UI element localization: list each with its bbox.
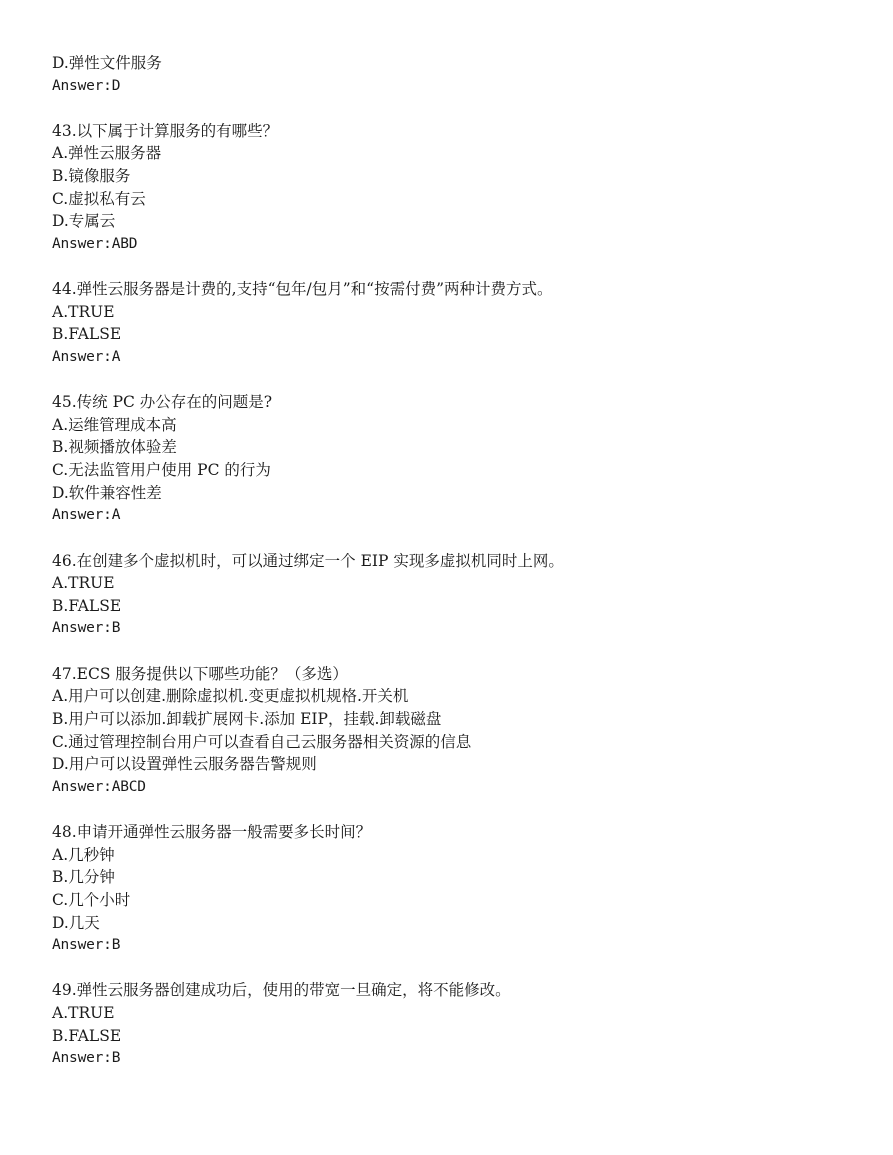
question-45 — [52, 391, 872, 527]
option-line: B.FALSE — [52, 325, 122, 344]
option-line: A.几秒钟 — [52, 845, 115, 864]
option-line: B.几分钟 — [52, 868, 115, 887]
question-text: 47.ECS 服务提供以下哪些功能？（多选） — [52, 664, 348, 683]
option-line: B.FALSE — [52, 1026, 122, 1045]
option-line: D.专属云 — [52, 212, 116, 231]
option-line: B.镜像服务 — [52, 167, 131, 186]
question-46 — [52, 550, 872, 641]
option-line: D.用户可以设置弹性云服务器告警规则 — [52, 755, 317, 774]
question-text: 45.传统 PC 办公存在的问题是? — [52, 393, 273, 412]
option-line: A.弹性云服务器 — [52, 144, 162, 163]
answer-line: Answer:ABCD — [52, 778, 146, 795]
option-line: A.TRUE — [52, 1003, 115, 1022]
answer-line: Answer:A — [52, 349, 121, 366]
question-42-continuation — [52, 52, 872, 97]
question-text: 43.以下属于计算服务的有哪些？ — [52, 121, 279, 140]
option-line: C.虚拟私有云 — [52, 189, 146, 208]
option-line: A.用户可以创建.删除虚拟机.变更虚拟机规格.开关机 — [52, 687, 409, 706]
question-49 — [52, 979, 872, 1070]
question-43 — [52, 120, 872, 256]
option-line: B.FALSE — [52, 596, 122, 615]
answer-line: Answer:D — [52, 77, 121, 94]
option-line: A.运维管理成本高 — [52, 415, 177, 434]
answer-line: Answer:B — [52, 1050, 121, 1067]
option-line: D.弹性文件服务 — [52, 54, 162, 72]
question-text: 48.申请开通弹性云服务器一般需要多长时间？ — [52, 822, 372, 841]
question-48 — [52, 821, 872, 957]
option-line: A.TRUE — [52, 574, 115, 593]
option-line: B.视频播放体验差 — [52, 438, 177, 457]
question-44 — [52, 278, 872, 369]
answer-line: Answer:B — [52, 620, 121, 637]
question-47 — [52, 663, 872, 799]
option-line: A.TRUE — [52, 302, 115, 321]
option-line: B.用户可以添加.卸载扩展网卡.添加 EIP，挂载.卸载磁盘 — [52, 709, 442, 728]
question-text: 49.弹性云服务器创建成功后，使用的带宽一旦确定，将不能修改。 — [52, 981, 511, 1000]
answer-line: Answer:A — [52, 507, 121, 524]
option-line: D.软件兼容性差 — [52, 483, 162, 502]
option-line: D.几天 — [52, 913, 100, 932]
option-line: C.几个小时 — [52, 890, 131, 909]
option-line: C.通过管理控制台用户可以查看自己云服务器相关资源的信息 — [52, 732, 472, 751]
answer-line: Answer:B — [52, 937, 121, 954]
question-text: 44.弹性云服务器是计费的,支持“包年/包月”和“按需付费”两种计费方式。 — [52, 280, 553, 299]
answer-line: Answer:ABD — [52, 235, 138, 252]
option-line: C.无法监管用户使用 PC 的行为 — [52, 461, 271, 480]
question-text: 46.在创建多个虚拟机时，可以通过绑定一个 EIP 实现多虚拟机同时上网。 — [52, 551, 564, 570]
document-page — [52, 52, 872, 1070]
